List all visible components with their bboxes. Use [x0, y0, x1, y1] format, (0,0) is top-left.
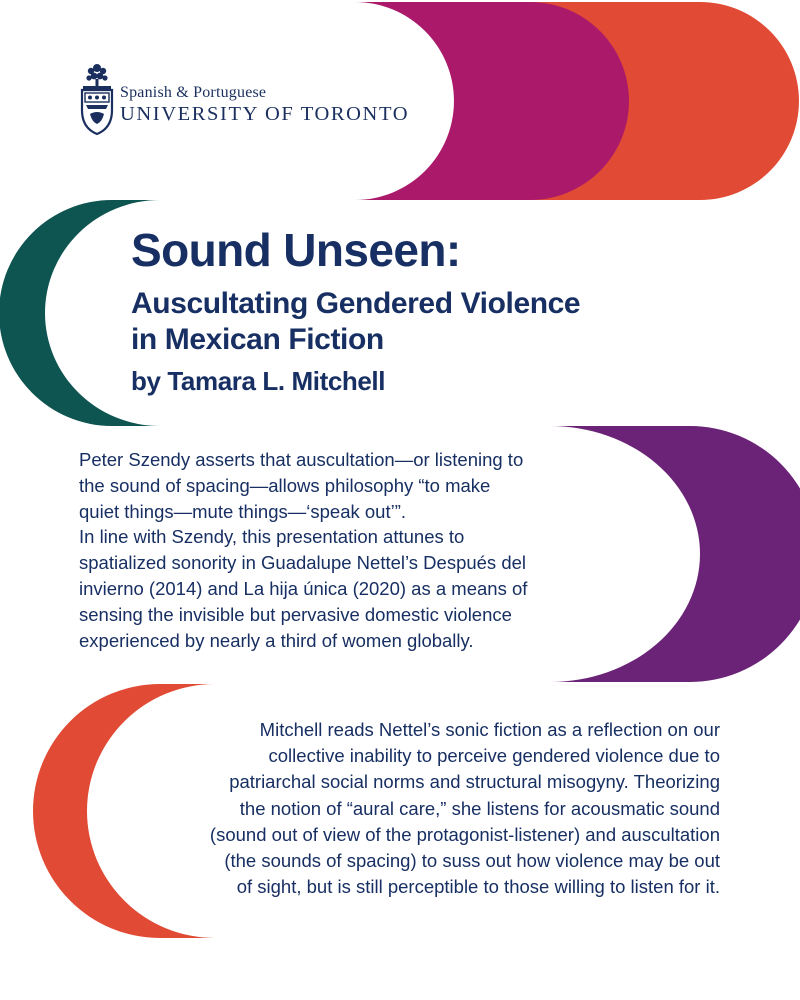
subtitle-line-2: in Mexican Fiction: [131, 323, 384, 356]
department-name: Spanish & Portuguese: [120, 84, 267, 101]
page-title: Sound Unseen:: [131, 224, 461, 276]
paragraph-line: Mitchell reads Nettel’s sonic fiction as a reflection on our: [259, 719, 720, 740]
paragraph-line: (sound out of view of the protagonist-listener) and auscultation: [209, 823, 720, 845]
abstract-paragraph-1: [79, 447, 639, 653]
subtitle-line-1: Auscultating Gendered Violence: [131, 287, 581, 320]
author-byline: by Tamara L. Mitchell: [131, 366, 386, 396]
paragraph-line: sensing the invisible but pervasive domestic violence: [79, 603, 512, 625]
paragraph-line: the notion of “aural care,” she listens for acousmatic sound: [239, 797, 720, 819]
paragraph-line: quiet things—mute things—‘speak out’”.: [79, 500, 407, 522]
paragraph-line: In line with Szendy, this presentation attunes to: [79, 526, 465, 548]
paragraph-line: invierno (2014) and La hija única (2020) as a means of: [79, 577, 528, 599]
subtitle: [131, 286, 580, 358]
paragraph-line: patriarchal social norms and structural misogyny. Theorizing: [229, 771, 720, 793]
university-name: UNIVERSITY OF TORONTO: [120, 103, 410, 125]
paragraph-line: experienced by nearly a third of women globally.: [79, 629, 474, 651]
paragraph-line: the sound of spacing—allows philosophy “to make: [79, 474, 491, 496]
paragraph-line: of sight, but is still perceptible to those willing to listen for it.: [236, 876, 720, 898]
paragraph-line: collective inability to perceive gendered violence due to: [268, 745, 720, 767]
university-logo[interactable]: [80, 62, 409, 136]
title-block: [131, 224, 580, 398]
paragraph-line: Peter Szendy asserts that auscultation—or listening to: [79, 449, 524, 470]
university-crest-icon: [80, 62, 114, 136]
abstract-paragraph-2: [120, 717, 720, 900]
paragraph-line: spatialized sonority in Guadalupe Nettel’s Después del: [79, 552, 527, 574]
paragraph-line: (the sounds of spacing) to suss out how violence may be out: [224, 850, 720, 872]
